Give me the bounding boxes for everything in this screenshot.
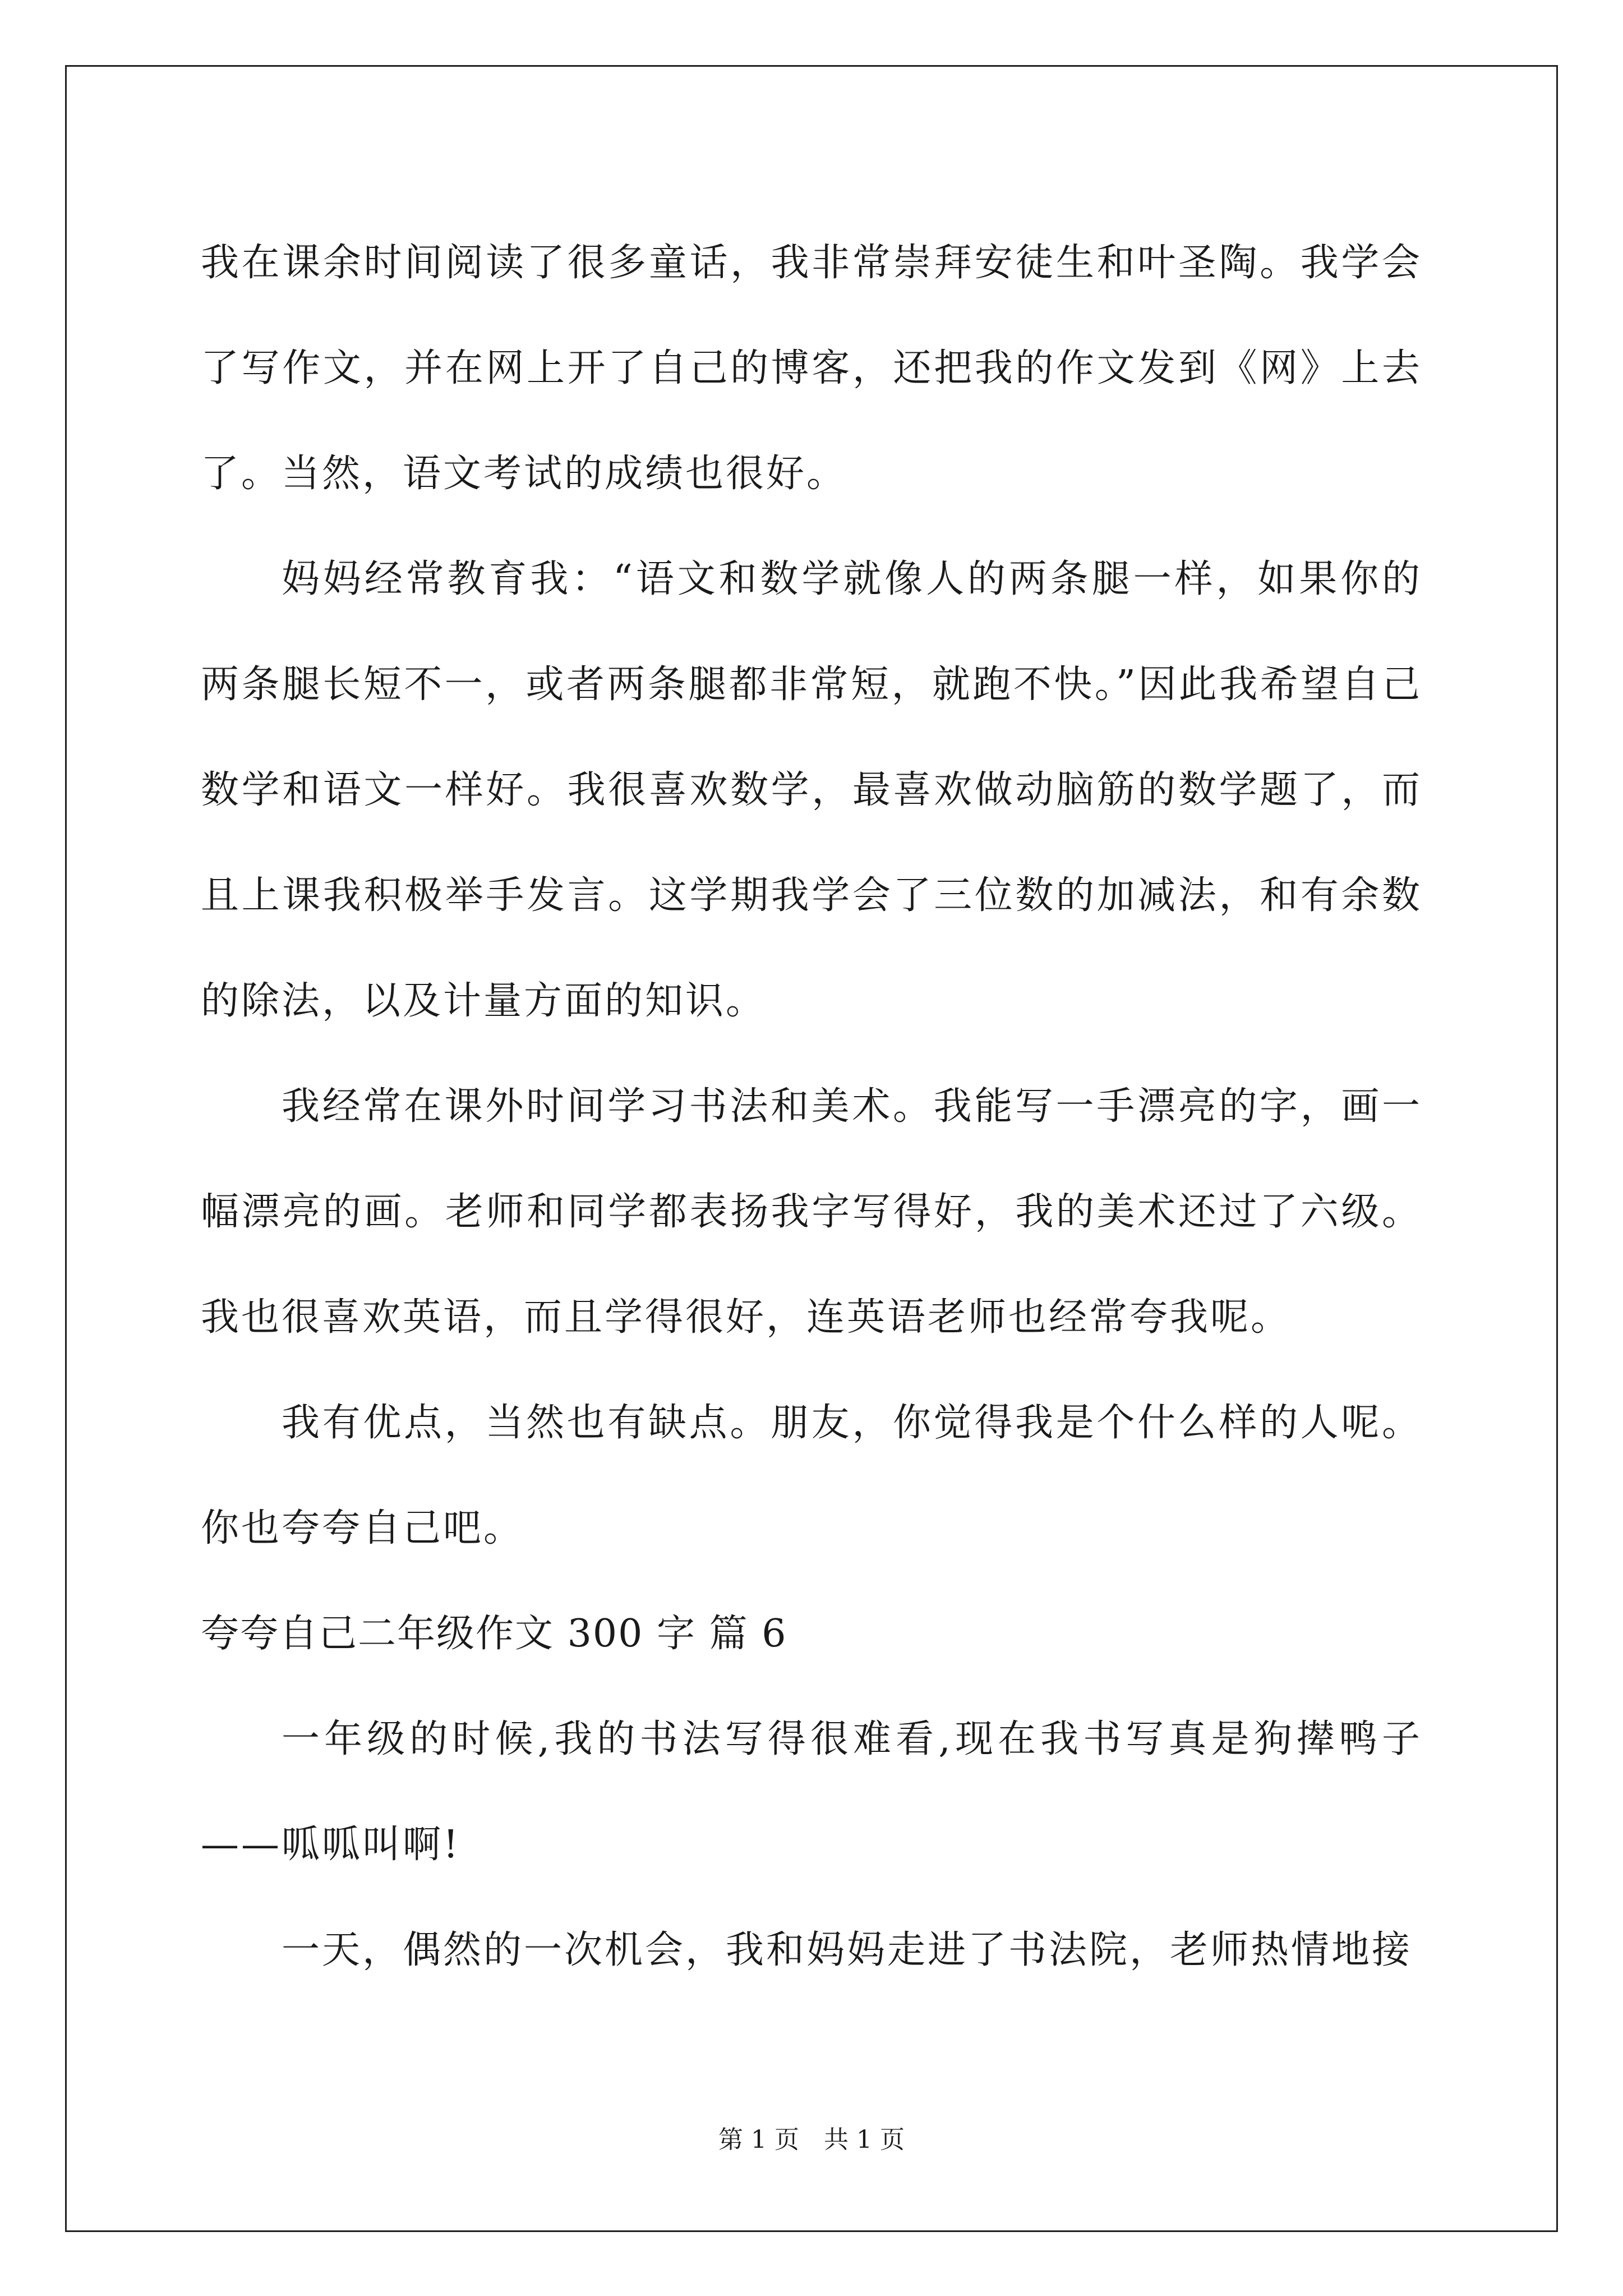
paragraph-2: 妈妈经常教育我：“语文和数学就像人的两条腿一样，如果你的两条腿长短不一，或者两条腿都非常短，就跑不快。”因此我希望自己数学和语文一样好。我很喜欢数学，最喜欢做动脑筋的数学题了，而且上课我积极举手发言。这学期我学会了三位数的加减法，和有余数的除法，以及计量方面的知识。 [201,557,1422,1023]
section-paragraph-2: 一天，偶然的一次机会，我和妈妈走进了书法院，老师热情地接 [282,1928,1413,1972]
document-body [201,210,1422,2003]
section-heading: 夸夸自己二年级作文 300 字 篇 6 [201,1612,787,1656]
paragraph-1: 我在课余时间阅读了很多童话，我非常崇拜安徒生和叶圣陶。我学会了写作文，并在网上开了自己的博客，还把我的作文发到《网》上去了。当然，语文考试的成绩也很好。 [201,241,1422,496]
paragraph-4: 我有优点，当然也有缺点。朋友，你觉得我是个什么样的人呢。你也夸夸自己吧。 [201,1401,1422,1550]
paragraph-3: 我经常在课外时间学习书法和美术。我能写一手漂亮的字，画一幅漂亮的画。老师和同学都表扬我字写得好，我的美术还过了六级。我也很喜欢英语，而且学得很好，连英语老师也经常夸我呢。 [201,1084,1422,1340]
page-number: 第 1 页 共 1 页 [718,2125,905,2154]
section-paragraph-1: 一年级的时候,我的书法写得很难看,现在我书写真是狗撵鸭子——呱呱叫啊! [201,1717,1422,1867]
